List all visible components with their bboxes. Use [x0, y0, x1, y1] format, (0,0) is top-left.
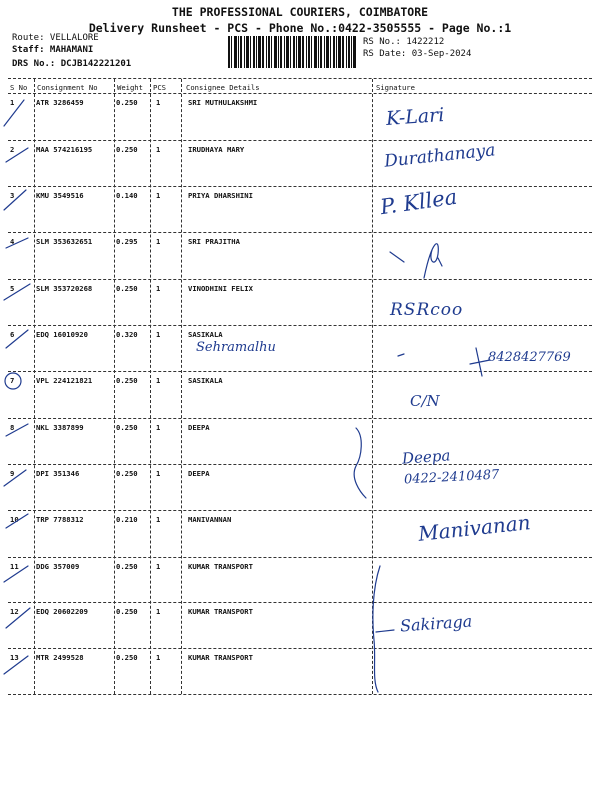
row-consignment: TRP 7788312 — [36, 515, 84, 524]
row-consignment: DPI 351346 — [36, 469, 80, 478]
row-consignee: KUMAR TRANSPORT — [188, 653, 253, 662]
row-weight: 0.250 — [116, 653, 138, 662]
signature-6-name: Sehramalhu — [196, 340, 276, 355]
row-consignment: MTR 2499528 — [36, 653, 84, 662]
signature-10: Manivanan — [417, 510, 532, 546]
row-sno: 11 — [10, 562, 19, 571]
row-weight: 0.250 — [116, 376, 138, 385]
row-sno: 3 — [10, 191, 15, 200]
row-pcs: 1 — [156, 284, 161, 293]
row-pcs: 1 — [156, 191, 161, 200]
row-consignment: ATR 3286459 — [36, 98, 84, 107]
row-consignee: IRUDHAYA MARY — [188, 145, 245, 154]
row-weight: 0.250 — [116, 423, 138, 432]
row-pcs: 1 — [156, 237, 161, 246]
row-weight: 0.250 — [116, 562, 138, 571]
row-sno: 2 — [10, 145, 15, 154]
row-consignment: SLM 353720268 — [36, 284, 93, 293]
row-consignee: KUMAR TRANSPORT — [188, 562, 253, 571]
row-consignment: EDQ 20602209 — [36, 607, 88, 616]
row-consignment: VPL 224121821 — [36, 376, 93, 385]
signature-2: Durathanaya — [383, 140, 497, 172]
row-sno: 9 — [10, 469, 15, 478]
row-sno: 6 — [10, 330, 15, 339]
row-weight: 0.320 — [116, 330, 138, 339]
row-pcs: 1 — [156, 515, 161, 524]
row-consignee: SRI MUTHULAKSHMI — [188, 98, 258, 107]
signature-5: RSRcoo — [390, 300, 464, 320]
staff-label: Staff: MAHAMANI — [12, 45, 94, 55]
row-consignment: EDQ 16010920 — [36, 330, 88, 339]
signature-1: K-Lari — [385, 103, 446, 131]
row-sno: 8 — [10, 423, 15, 432]
runsheet-subtitle: Delivery Runsheet - PCS - Phone No.:0422-3505555 - Page No.:1 — [88, 21, 512, 35]
col-pcs: PCS — [153, 83, 166, 92]
row-pcs: 1 — [156, 562, 161, 571]
row-weight: 0.250 — [116, 607, 138, 616]
company-title: THE PROFESSIONAL COURIERS, COIMBATORE — [171, 5, 429, 19]
row-consignee: SASIKALA — [188, 330, 223, 339]
row-sno: 12 — [10, 607, 19, 616]
row-consignment: MAA 574216195 — [36, 145, 93, 154]
row-pcs: 1 — [156, 469, 161, 478]
row-pcs: 1 — [156, 376, 161, 385]
row-sno: 5 — [10, 284, 15, 293]
signature-9-phone: 0422-2410487 — [403, 467, 500, 488]
col-consignee: Consignee Details — [186, 83, 260, 92]
row-consignee: VINODHINI FELIX — [188, 284, 253, 293]
row-weight: 0.250 — [116, 98, 138, 107]
rs-date: RS Date: 03-Sep-2024 — [363, 49, 472, 59]
col-weight: Weight — [117, 83, 143, 92]
row-weight: 0.250 — [116, 284, 138, 293]
row-sno: 13 — [10, 653, 19, 662]
signature-7: C/N — [410, 392, 440, 410]
row-weight: 0.210 — [116, 515, 138, 524]
row-consignee: DEEPA — [188, 423, 210, 432]
row-sno: 1 — [10, 98, 15, 107]
row-consignee: MANIVANNAN — [188, 515, 232, 524]
row-consignee: DEEPA — [188, 469, 210, 478]
row-pcs: 1 — [156, 607, 161, 616]
row-pcs: 1 — [156, 330, 161, 339]
route-label: Route: VELLALORE — [12, 33, 99, 43]
col-sno: S No — [10, 83, 28, 92]
rs-number: RS No.: 1422212 — [363, 37, 445, 47]
row-consignee: PRIYA DHARSHINI — [188, 191, 253, 200]
row-consignment: NKL 3387899 — [36, 423, 84, 432]
row-consignee: SRI PRAJITHA — [188, 237, 240, 246]
row-pcs: 1 — [156, 98, 161, 107]
row-sno: 10 — [10, 515, 19, 524]
col-consignment: Consignment No — [37, 83, 98, 92]
row-pcs: 1 — [156, 653, 161, 662]
row-consignment: KMU 3549516 — [36, 191, 84, 200]
signature-3: P. Kllea — [378, 184, 459, 220]
row-weight: 0.295 — [116, 237, 138, 246]
row-consignment: DDG 357009 — [36, 562, 80, 571]
row-sno: 4 — [10, 237, 15, 246]
row-weight: 0.140 — [116, 191, 138, 200]
col-signature: Signature — [376, 83, 415, 92]
row-pcs: 1 — [156, 423, 161, 432]
row-weight: 0.250 — [116, 145, 138, 154]
row-pcs: 1 — [156, 145, 161, 154]
signature-6-phone: 8428427769 — [488, 350, 571, 365]
row-consignee: KUMAR TRANSPORT — [188, 607, 253, 616]
drs-number: DRS No.: DCJB142221201 — [12, 59, 132, 69]
row-weight: 0.250 — [116, 469, 138, 478]
row-consignment: SLM 353632651 — [36, 237, 93, 246]
row-consignee: SASIKALA — [188, 376, 223, 385]
signature-9-name: Deepa — [401, 446, 451, 468]
signature-12: Sakiraga — [399, 611, 473, 636]
row-sno: 7 — [10, 376, 15, 385]
